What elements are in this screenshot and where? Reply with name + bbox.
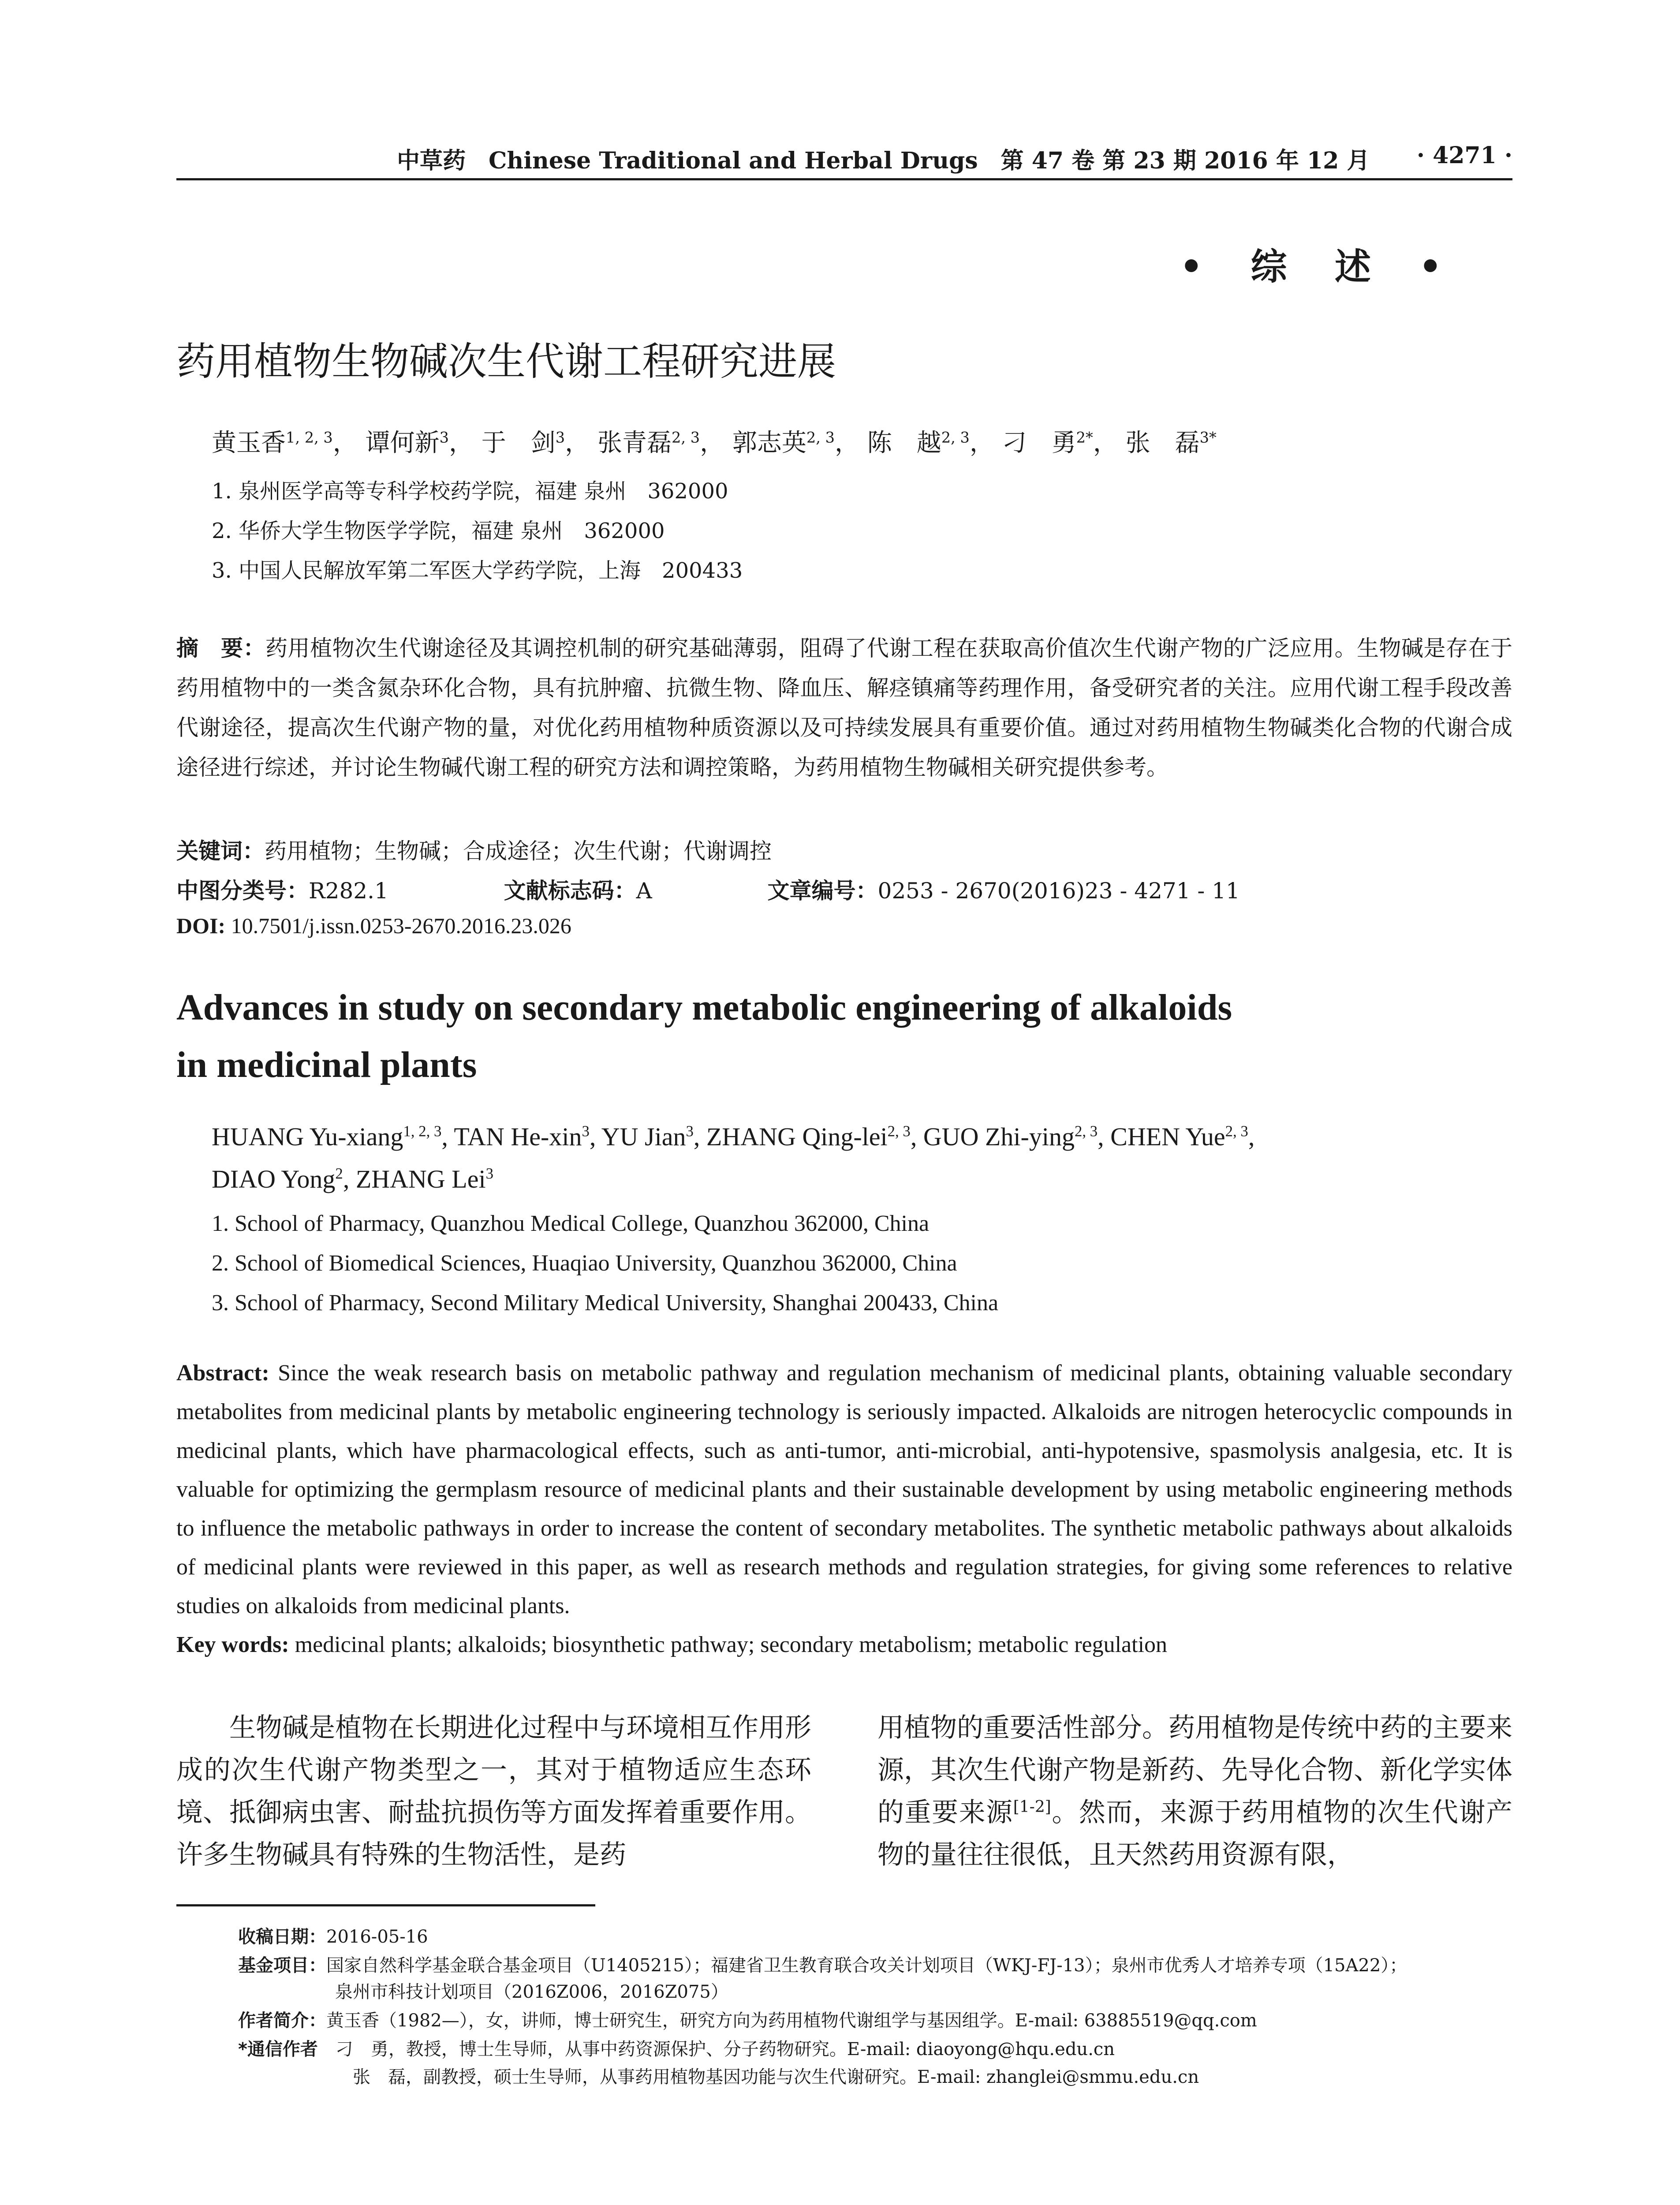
authors-english: HUANG Yu-xiang$^{1, 2, 3}$, TAN He-xin$^3$, YU Jian$^3$, ZHANG Qing-lei$^{2, 3}$, GUO Zhi-ying$^{2, 3}$, CHEN Yue$^{2, 3}$, DIAO Yong$^2$, ZHANG Lei$^3$ [212,1122,1255,1193]
author-bio-label: 作者简介： [238,2011,326,2031]
keywords-en-text: medicinal plants; alkaloids; biosynthetic pathway; secondary metabolism; metabolic regulation [289,1632,1168,1657]
keywords-cn-label: 关键词： [176,838,265,864]
running-header [176,142,1512,177]
doi-label: DOI: [176,913,226,938]
author-en: ZHANG Lei [355,1165,486,1193]
body-text: 生物碱是植物在长期进化过程中与环境相互作用形成的次生代谢产物类型之一，其对于植物适应生态环境、抵御病虫害、耐盐抗损伤等方面发挥着重要作用。许多生物碱具有特殊的生物活性，是药 [176,1712,811,1870]
author-en-affil: 2, 3 [1225,1122,1248,1140]
article-no-value: 0253 - 2670(2016)23 - 4271 - 11 [877,878,1240,904]
title-en-line: Advances in study on secondary metabolic engineering of alkaloids [176,987,1232,1028]
keywords-en-label: Key words: [176,1632,289,1657]
author-cn-affil: 2, 3 [671,429,700,446]
author-cn-affil: 1, 2, 3 [286,429,333,446]
author-en-affil: 3 [582,1122,590,1140]
footnote-corresponding [238,2035,1115,2060]
author-en: DIAO Yong [212,1165,336,1193]
author-cn-affil: 2, 3 [941,429,970,446]
abstract-cn-text: 药用植物次生代谢途径及其调控机制的研究基础薄弱，阻碍了代谢工程在获取高价值次生代谢产物的广泛应用。生物碱是存在于药用植物中的一类含氮杂环化合物，具有抗肿瘤、抗微生物、降血压、解痉镇痛等药理作用，备受研究者的关注。应用代谢工程手段改善代谢途径，提高次生代谢产物的量，对优化药用植物种质资源以及可持续发展具有重要价值。通过对药用植物生物碱类化合物的代谢合成途径进行综述，并讨论生物碱代谢工程的研究方法和调控策略，为药用植物生物碱相关研究提供参考。 [176,635,1513,780]
author-cn: 郭志英 [732,429,806,457]
author-cn-affil: 3 [439,429,449,446]
footnote-author-bio [238,2007,1257,2032]
fund-text: 国家自然科学基金联合基金项目（U1405215）；福建省卫生教育联合攻关计划项目（WKJ-FJ-13）；泉州市优秀人才培养专项（15A22）； [326,1955,1407,1976]
footnote-received [238,1923,428,1948]
footnote-rule [176,1904,595,1906]
classification-line [176,873,1240,905]
title-chinese: 药用植物生物碱次生代谢工程研究进展 [176,339,836,384]
header-rule [176,178,1512,180]
abstract-en-text: Since the weak research basis on metabolic pathway and regulation mechanism of medicinal plants, obtaining valuable secondary metabolites from medicinal plants by metabolic engineering technology is seriously impacted. Alkaloids are nitrogen heterocyclic compounds in medicinal plants, which have pharmacological effects, such as anti-tumor, anti-microbial, anti-hypotensive, spasmolysis analgesia, etc. It is valuable for optimizing the germplasm resource of medicinal plants and their sustainable development by using metabolic engineering methods to influence the metabolic pathways in order to increase the content of secondary metabolites. The synthetic metabolic pathways about alkaloids of medicinal plants were reviewed in this paper, as well as research methods and regulation strategies, for giving some references to relative studies on alkaloids from medicinal plants. [176,1360,1512,1618]
affiliation-en: 1. School of Pharmacy, Quanzhou Medical College, Quanzhou 362000, China [212,1211,930,1236]
author-en: GUO Zhi-ying [923,1122,1075,1151]
author-cn: 张 磊 [1125,429,1200,457]
author-en: ZHANG Qing-lei [706,1122,888,1151]
authors-chinese: 黄玉香$^{1, 2, 3}$， 谭何新$^3$， 于 剑$^3$， 张青磊$^{2, 3}$， 郭志英$^{2, 3}$， 陈 越$^{2, 3}$， 刁 勇$^{2*}$， 张 磊$^{3*}$ [212,429,1217,457]
author-en-affil: 2, 3 [887,1122,911,1140]
doc-code-value: A [636,878,652,904]
author-en-affil: 2, 3 [1074,1122,1098,1140]
body-text: 。然而，来源于药用植物的次生代谢产物的量往往很低，且天然药用资源有限， [877,1797,1513,1870]
section-tag: • 综 述 • [1180,246,1460,288]
author-cn: 张青磊 [597,429,672,457]
author-cn: 于 剑 [481,429,556,457]
author-cn-affil: 3* [1199,429,1217,446]
author-en-affil: 2 [335,1165,343,1182]
affiliation-en: 3. School of Pharmacy, Second Military Medical University, Shanghai 200433, China [212,1290,999,1316]
abstract-cn-label: 摘 要： [176,635,266,661]
author-cn: 黄玉香 [212,429,286,457]
author-cn: 刁 勇 [1002,429,1076,457]
affiliation-cn: 1. 泉州医学高等专科学校药学院，福建 泉州 362000 [212,479,728,504]
doc-code-label: 文献标志码： [504,878,636,904]
body-column-right [877,1707,1512,1876]
fund-label: 基金项目： [238,1955,326,1976]
doi-line [176,913,571,938]
title-english [176,979,1512,1094]
footnote-fund-cont: 泉州市科技计划项目（2016Z006，2016Z075） [335,1982,728,2002]
body-column-left [176,1707,811,1876]
keywords-cn-text: 药用植物；生物碱；合成途径；次生代谢；代谢调控 [265,838,772,864]
author-en-affil: 3 [485,1165,493,1182]
corresponding-label: *通信作者 [238,2039,318,2059]
citation-ref: [1-2] [1013,1798,1051,1816]
author-cn-affil: 2* [1076,429,1093,446]
author-bio-text: 黄玉香（1982—），女，讲师，博士研究生，研究方向为药用植物代谢组学与基因组学。E-mail: 63885519@qq.com [326,2011,1257,2031]
author-en: HUANG Yu-xiang [212,1122,403,1151]
keywords-english [176,1632,1512,1658]
doi-value: 10.7501/j.issn.0253-2670.2016.23.026 [225,913,571,938]
clc-label: 中图分类号： [176,878,309,904]
author-cn: 陈 越 [867,429,941,457]
author-cn-affil: 3 [555,429,565,446]
affiliation-cn: 2. 华侨大学生物医学学院，福建 泉州 362000 [212,519,665,543]
abstract-english [176,1354,1512,1626]
corresponding-text: 刁 勇，教授，博士生导师，从事中药资源保护、分子药物研究。E-mail: diaoyong@hqu.edu.cn [335,2039,1115,2059]
footnote-fund [238,1951,1407,1977]
article-no-label: 文章编号： [767,878,878,904]
affiliation-en: 2. School of Biomedical Sciences, Huaqiao University, Quanzhou 362000, China [212,1251,957,1276]
author-cn: 谭何新 [365,429,440,457]
abstract-chinese [176,628,1512,787]
title-en-line: in medicinal plants [176,1044,477,1085]
author-en-affil: 1, 2, 3 [403,1122,442,1140]
clc-value: R282.1 [309,878,388,904]
body-text: 用植物的重要活性部分。药用植物是传统中药的主要来源，其次生代谢产物是新药、先导化合物、新化学实体的重要来源 [877,1712,1512,1828]
author-en-affil: 3 [686,1122,694,1140]
received-date: 2016-05-16 [326,1927,428,1947]
author-en: TAN He-xin [454,1122,582,1151]
author-en: YU Jian [601,1122,686,1151]
page-number: · 4271 · [1416,142,1512,169]
footnote-corresponding-2: 张 磊，副教授，硕士生导师，从事药用植物基因功能与次生代谢研究。E-mail: zhanglei@smmu.edu.cn [353,2067,1199,2087]
author-en: CHEN Yue [1110,1122,1225,1151]
received-label: 收稿日期： [238,1927,326,1947]
author-cn-affil: 2, 3 [806,429,835,446]
affiliation-cn: 3. 中国人民解放军第二军医大学药学院，上海 200433 [212,558,743,583]
journal-citation: 中草药 Chinese Traditional and Herbal Drugs 第 47 卷 第 23 期 2016 年 12 月 [397,147,1370,174]
abstract-en-label: Abstract: [176,1360,269,1386]
keywords-chinese [176,833,772,865]
